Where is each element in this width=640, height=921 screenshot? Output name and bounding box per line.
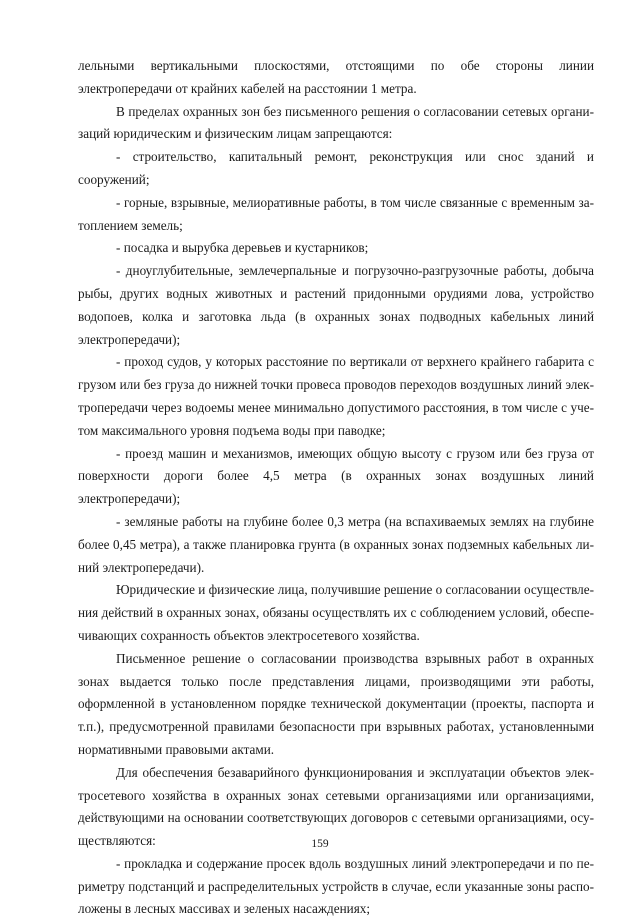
paragraph: Юридические и физические лица, получившие решение о согласовании осуществления действий в охранных зонах, обязаны осуществлять их с соблюдением условий, обеспечивающих сохранность объектов электросетевого хозяйства. (78, 582, 594, 643)
list-item: - дноуглубительные, землечерпальные и погрузочно-разгрузочные работы, добыча рыбы, других водных животных и растений придонными орудиями лова, устройство водопоев, колка и заготовка льда (в охранных зонах подводных кабельных линий электропередачи); (78, 263, 594, 347)
list-item: - проход судов, у которых расстояние по вертикали от верхнего крайнего габарита с грузом или без груза до нижней точки провеса проводов переходов воздушных линий электропередачи через водоемы менее минимально допустимого расстояния, в том числе с учетом максимального уровня подъема воды при паводке; (78, 354, 594, 438)
paragraph: Для обеспечения безаварийного функционирования и эксплуатации объектов электросетевого хозяйства в охранных зонах сетевыми организациями или организациями, действующими на основании соответствующих договоров с сетевыми организациями, осуществляются: (78, 764, 594, 849)
list-item: - проезд машин и механизмов, имеющих общую высоту с грузом или без груза от поверхности дороги более 4,5 метра (в охранных зонах воздушных линий электропередачи); (78, 445, 594, 507)
list-item: - строительство, капитальный ремонт, реконструкция или снос зданий и сооружений; (78, 149, 594, 187)
body-text (78, 55, 594, 921)
list-item: - прокладка и содержание просек вдоль воздушных линий электропередачи и по периметру подстанций и распределительных устройств в случае, если указанные зоны расположены в лесных массивах и зеленых насаждениях; (78, 855, 594, 917)
list-item: - земляные работы на глубине более 0,3 метра (на вспахиваемых землях на глубине более 0,45 метра), а также планировка грунта (в охранных зонах подземных кабельных линий электропередачи). (78, 513, 594, 575)
list-item: - посадка и вырубка деревьев и кустарников; (116, 240, 369, 256)
list-item: - горные, взрывные, мелиоративные работы, в том числе связанные с временным затоплением земель; (78, 194, 594, 233)
page-number: 159 (311, 838, 329, 850)
paragraph: лельными вертикальными плоскостями, отстоящими по обе стороны линии электропередачи от крайних кабелей на расстоянии 1 метра. (78, 58, 594, 96)
paragraph: В пределах охранных зон без письменного решения о согласовании сетевых организаций юридическим и физическим лицам запрещаются: (78, 103, 594, 142)
paragraph: Письменное решение о согласовании производства взрывных работ в охранных зонах выдается только после представления лицами, производящими эти работы, оформленной в установленном порядке технической документации (проекты, паспорта и т.п.), предусмотренной правилами безопасности при взрывных работах, установленными нормативными правовыми актами. (78, 650, 594, 757)
